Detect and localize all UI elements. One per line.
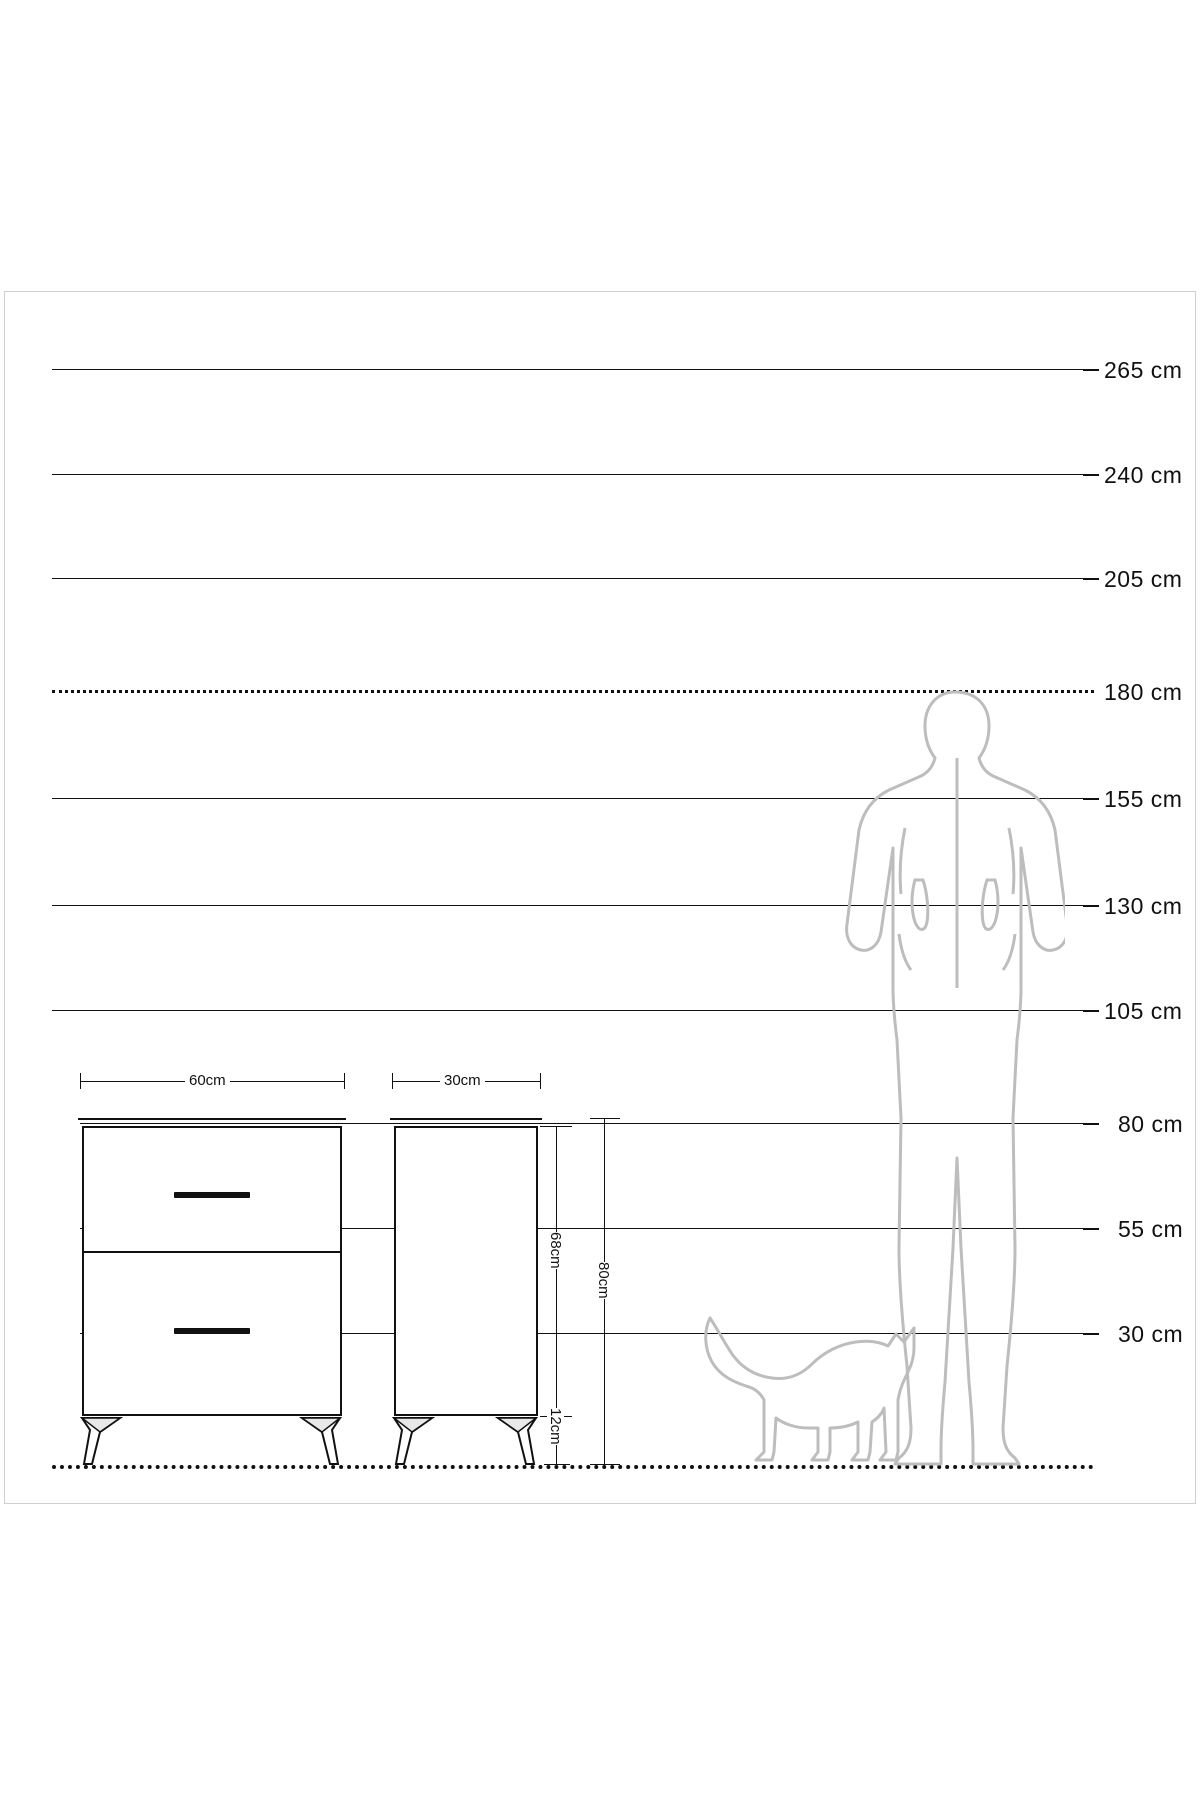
scale-line-205: [52, 578, 1094, 579]
nightstand-leg-left: [80, 1416, 124, 1466]
dimension-60cm-cap-right: [344, 1073, 345, 1089]
scale-tick-55: [1083, 1228, 1099, 1230]
nightstand-leg-right: [298, 1416, 342, 1466]
dimension-68cm-cap-top: [540, 1126, 572, 1127]
scale-tick-130: [1083, 905, 1099, 907]
scale-line-265: [52, 369, 1094, 370]
scale-label-205: 205 cm: [1104, 566, 1183, 592]
scale-tick-30: [1083, 1333, 1099, 1335]
cabinet-leg-left: [392, 1416, 436, 1466]
dimension-30cm-cap-right: [540, 1073, 541, 1089]
cabinet-leg-right: [494, 1416, 538, 1466]
scale-tick-155: [1083, 798, 1099, 800]
scale-label-155: 155 cm: [1104, 786, 1183, 812]
scale-label-240: 240 cm: [1104, 462, 1183, 488]
cabinet-top-edge: [390, 1118, 542, 1120]
scale-tick-265: [1083, 369, 1099, 371]
scale-tick-105: [1083, 1010, 1099, 1012]
dimension-80cm-cap-top: [590, 1118, 620, 1119]
scale-tick-205: [1083, 578, 1099, 580]
nightstand-drawer-divider: [82, 1251, 342, 1253]
dimension-30cm-cap-left: [392, 1073, 393, 1089]
nightstand-drawer-handle-bottom: [174, 1328, 250, 1334]
nightstand-body: [82, 1126, 342, 1416]
scale-tick-240: [1083, 474, 1099, 476]
dimension-12cm-cap-bottom: [544, 1464, 570, 1465]
scale-label-30: 30 cm: [1118, 1321, 1184, 1347]
dimension-68cm-label: 68cm: [547, 1232, 564, 1269]
dimension-60cm-label: 60cm: [185, 1072, 230, 1089]
scale-label-105: 105 cm: [1104, 998, 1183, 1024]
scale-tick-80: [1083, 1123, 1099, 1125]
man-silhouette: [845, 688, 1065, 1470]
dimension-60cm-cap-left: [80, 1073, 81, 1089]
dimension-80cm-cap-bottom: [590, 1464, 620, 1465]
scale-label-80: 80 cm: [1118, 1111, 1184, 1137]
dimension-30cm-label: 30cm: [440, 1072, 485, 1089]
dimension-12cm-label: 12cm: [547, 1408, 564, 1445]
scale-label-180: 180 cm: [1104, 679, 1183, 705]
nightstand-drawer-handle-top: [174, 1192, 250, 1198]
scale-line-240: [52, 474, 1094, 475]
scale-label-55: 55 cm: [1118, 1216, 1184, 1242]
dimension-68cm-line: [556, 1126, 557, 1416]
nightstand-top-edge: [78, 1118, 346, 1120]
cabinet-body: [394, 1126, 538, 1416]
scale-label-130: 130 cm: [1104, 893, 1183, 919]
dimension-80cm-label: 80cm: [595, 1262, 612, 1299]
scale-label-265: 265 cm: [1104, 357, 1183, 383]
